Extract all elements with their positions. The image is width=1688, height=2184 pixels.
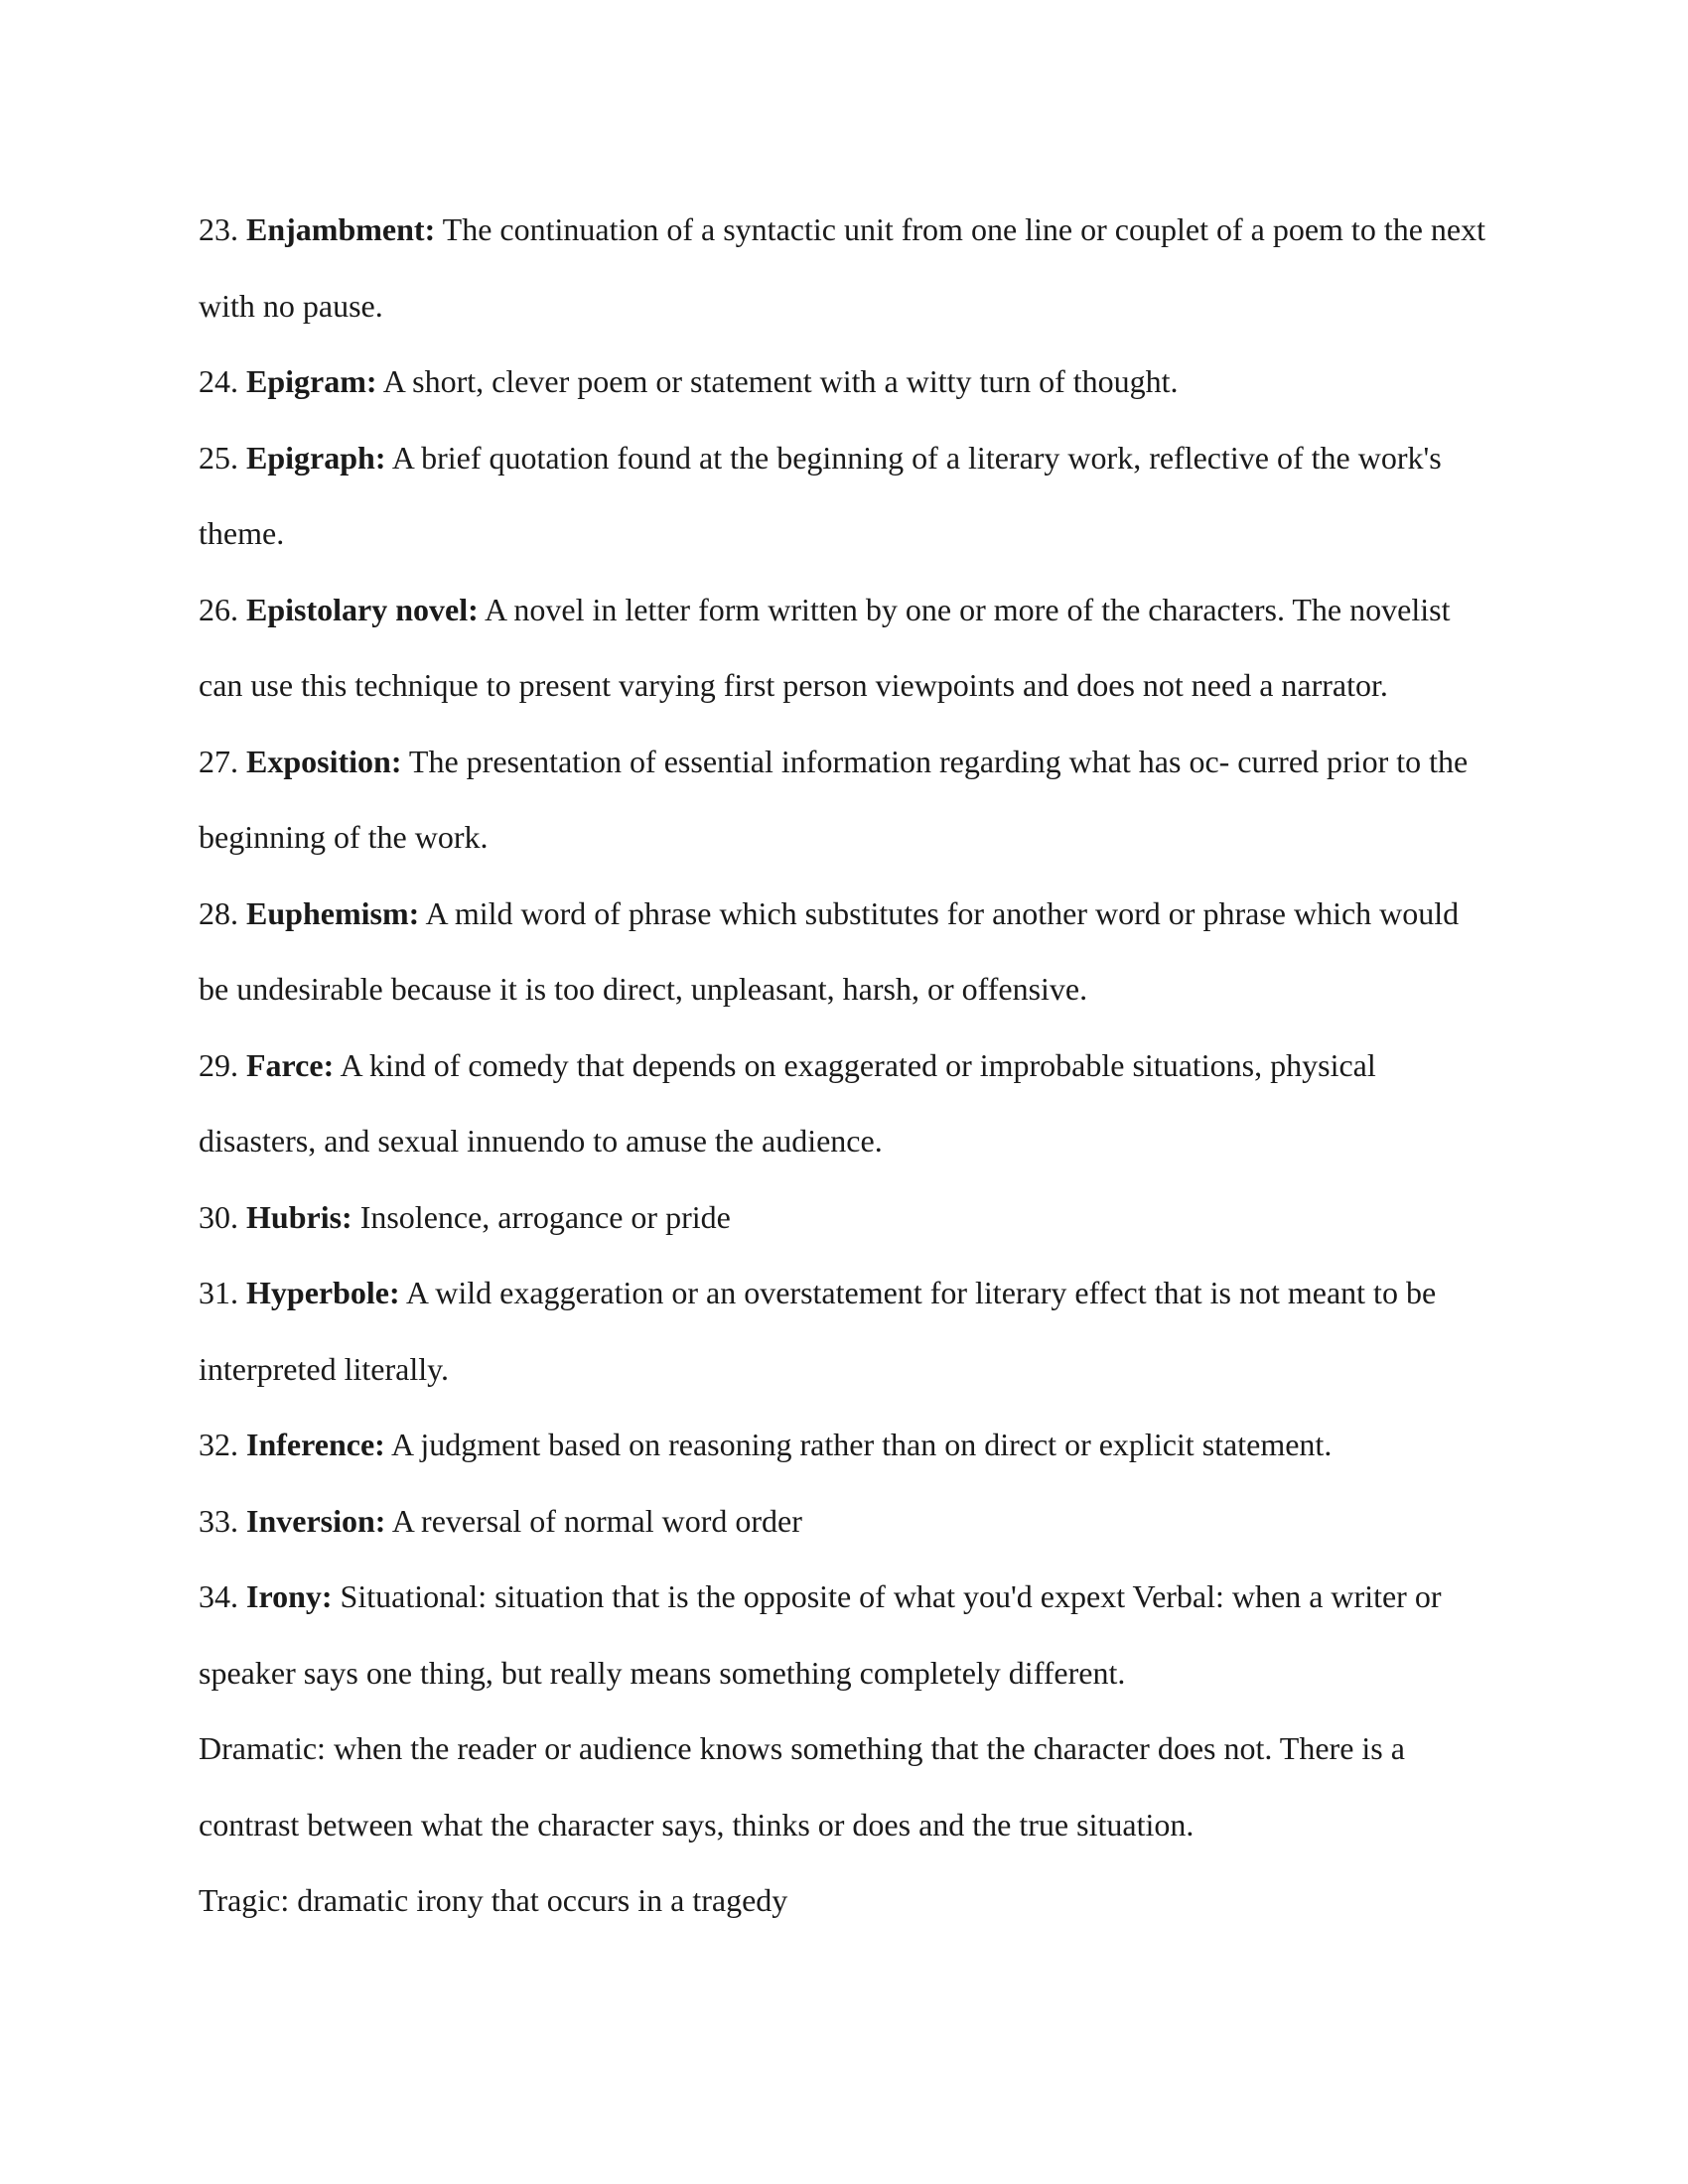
entry-number: 25. <box>199 439 238 476</box>
entry-number: 26. <box>199 591 238 627</box>
entry-number: 31. <box>199 1275 238 1310</box>
entry-number: 27. <box>199 743 238 779</box>
glossary-entry-inversion <box>199 1483 1489 1560</box>
entry-definition: A judgment based on reasoning rather than on direct or explicit statement. <box>391 1427 1333 1462</box>
entry-definition: A brief quotation found at the beginning of a literary work, reflective of the work's theme. <box>199 439 1442 551</box>
entry-term: Farce: <box>246 1046 335 1083</box>
entry-number: 28. <box>199 894 238 931</box>
entry-definition: The continuation of a syntactic unit from one line or couplet of a poem to the next with no pause. <box>199 211 1485 324</box>
entry-number: 29. <box>199 1046 238 1083</box>
entry-definition: Situational: situation that is the opposite of what you'd expext Verbal: when a writer or speaker says one thing, but really means something completely different. <box>199 1578 1442 1691</box>
entry-term: Exposition: <box>246 743 402 779</box>
entry-definition: A kind of comedy that depends on exaggerated or improbable situations, physical disasters, and sexual innuendo to amuse the audience. <box>199 1046 1376 1159</box>
glossary-entry-exposition <box>199 724 1489 876</box>
entry-definition: A reversal of normal word order <box>391 1502 802 1539</box>
entry-number: 23. <box>199 211 238 247</box>
entry-definition: A novel in letter form written by one or more of the characters. The novelist can use this technique to present varying first person viewpoints and does not need a narrator. <box>199 591 1451 703</box>
irony-tragic-paragraph: Tragic: dramatic irony that occurs in a tragedy <box>199 1882 788 1918</box>
glossary-entry-irony <box>199 1559 1489 1710</box>
glossary-entry-epigraph <box>199 420 1489 572</box>
glossary-entry-enjambment <box>199 192 1489 343</box>
glossary-entry-epistolary-novel <box>199 572 1489 724</box>
glossary-entry-inference <box>199 1407 1489 1483</box>
entry-term: Epigraph: <box>246 439 386 476</box>
glossary-entry-euphemism <box>199 876 1489 1027</box>
entry-term: Irony: <box>246 1578 333 1614</box>
entry-definition: A wild exaggeration or an overstatement for literary effect that is not meant to be interpreted literally. <box>199 1275 1437 1387</box>
entry-term: Inversion: <box>246 1502 386 1539</box>
glossary-page <box>199 192 1489 1939</box>
entry-number: 32. <box>199 1427 238 1462</box>
irony-dramatic-paragraph: Dramatic: when the reader or audience knows something that the character does not. There is a contrast between what the character says, thinks or does and the true situation. <box>199 1730 1405 1843</box>
entry-term: Hyperbole: <box>246 1275 400 1310</box>
entry-term: Hubris: <box>246 1198 352 1235</box>
entry-number: 33. <box>199 1502 238 1539</box>
entry-term: Epigram: <box>246 363 377 399</box>
glossary-entry-epigram <box>199 343 1489 420</box>
entry-definition: Insolence, arrogance or pride <box>359 1198 731 1235</box>
entry-definition: The presentation of essential information regarding what has oc- curred prior to the beginning of the work. <box>199 743 1469 855</box>
entry-number: 24. <box>199 363 238 399</box>
glossary-entry-farce <box>199 1027 1489 1179</box>
entry-term: Epistolary novel: <box>246 591 479 627</box>
entry-term: Euphemism: <box>246 894 420 931</box>
entry-term: Enjambment: <box>246 211 436 247</box>
glossary-entry-hyperbole <box>199 1255 1489 1407</box>
entry-definition: A short, clever poem or statement with a witty turn of thought. <box>382 363 1179 399</box>
entry-definition: A mild word of phrase which substitutes for another word or phrase which would be undesirable because it is too direct, unpleasant, harsh, or offensive. <box>199 894 1460 1007</box>
entry-number: 34. <box>199 1578 238 1614</box>
entry-term: Inference: <box>246 1427 385 1462</box>
entry-number: 30. <box>199 1198 238 1235</box>
glossary-entry-hubris <box>199 1179 1489 1256</box>
